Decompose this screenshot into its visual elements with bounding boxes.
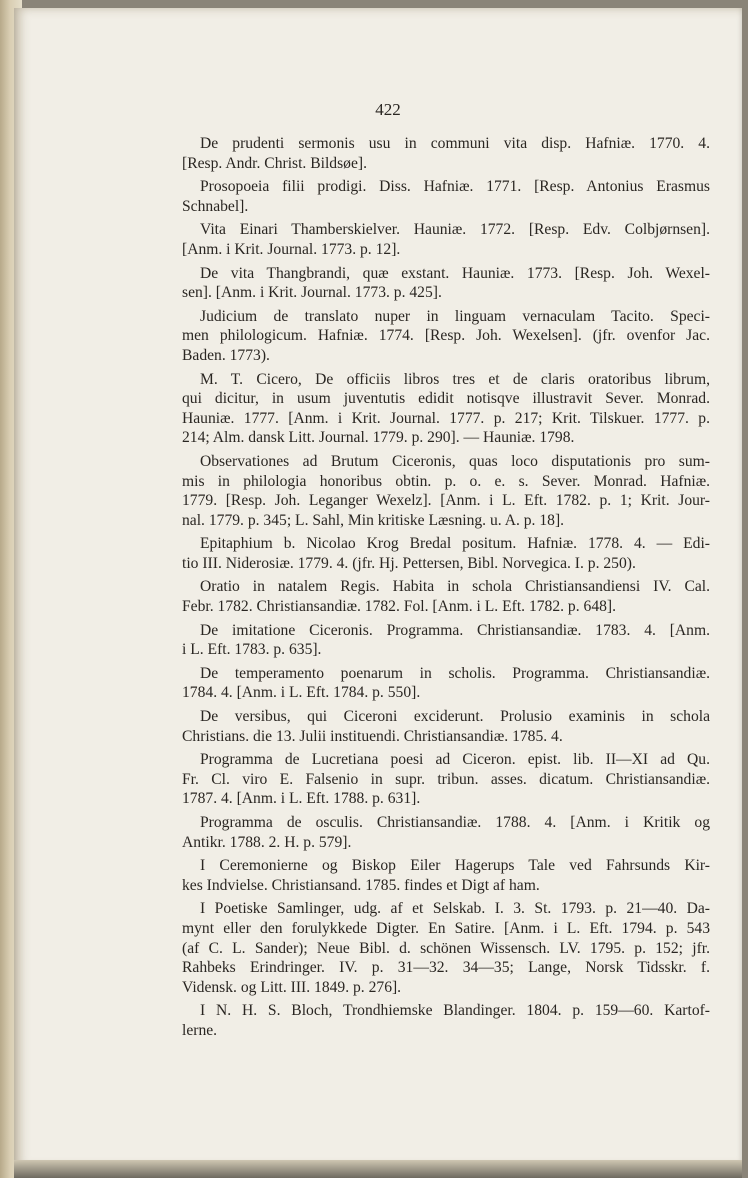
entry-line: De versibus, qui Ciceroni exciderunt. Prolusio examinis in schola — [200, 708, 710, 726]
entry-line: Baden. 1773). — [182, 346, 270, 364]
entry-line: Prosopoeia filii prodigi. Diss. Hafniæ. 1771. [Resp. Antonius Erasmus — [200, 178, 710, 196]
entry-line: De prudenti sermonis usu in communi vita disp. Hafniæ. 1770. 4. — [200, 135, 710, 152]
entry-line: tio III. Niderosiæ. 1779. 4. (jfr. Hj. Pettersen, Bibl. Norvegica. I. p. 250). — [182, 554, 636, 572]
bibliography-entry — [182, 899, 710, 997]
bibliography-entry — [182, 750, 710, 809]
entry-line: qui dicitur, in usum juventutis edidit notisqve illustravit Sever. Monrad. — [182, 390, 710, 408]
bibliography-entry — [182, 370, 710, 448]
entry-line: I Ceremonierne og Biskop Eiler Hagerups Tale ved Fahrsunds Kir- — [200, 857, 710, 875]
bibliography-entry — [182, 664, 710, 703]
bibliography-entry — [182, 621, 710, 660]
entry-line: M. T. Cicero, De officiis libros tres et de claris oratoribus librum, — [200, 370, 710, 388]
entry-line: 214; Alm. dansk Litt. Journal. 1779. p. 290]. — Hauniæ. 1798. — [182, 429, 575, 447]
bibliography-entry — [182, 264, 710, 303]
entry-line: Oratio in natalem Regis. Habita in schola Christiansandiensi IV. Cal. — [200, 578, 710, 596]
entry-line: Programma de osculis. Christiansandiæ. 1788. 4. [Anm. i Kritik og — [200, 814, 710, 831]
entry-line: mynt eller den forulykkede Digter. En Satire. [Anm. i L. Eft. 1794. p. 543 — [182, 919, 710, 937]
entry-line: Rahbeks Erindringer. IV. p. 31—32. 34—35; Lange, Norsk Tidsskr. f. — [182, 959, 710, 977]
entry-line: men philologicum. Hafniæ. 1774. [Resp. Joh. Wexelsen]. (jfr. ovenfor Jac. — [182, 327, 710, 345]
entry-line: [Resp. Andr. Christ. Bildsøe]. — [182, 154, 367, 172]
entry-line: Febr. 1782. Christiansandiæ. 1782. Fol. [Anm. i L. Eft. 1782. p. 648]. — [182, 598, 617, 616]
entry-line: sen]. [Anm. i Krit. Journal. 1773. p. 425]. — [182, 284, 442, 302]
bibliography-entry — [182, 707, 710, 746]
bibliography-entry — [182, 1001, 710, 1040]
bibliography-entry — [182, 134, 710, 173]
entry-line: Schnabel]. — [182, 197, 249, 215]
bibliography-entry — [182, 220, 710, 259]
entry-line: Antikr. 1788. 2. H. p. 579]. — [182, 833, 352, 851]
entry-line: 1784. 4. [Anm. i L. Eft. 1784. p. 550]. — [182, 684, 421, 702]
entry-line: I Poetiske Samlinger, udg. af et Selskab. I. 3. St. 1793. p. 21—40. Da- — [200, 900, 710, 918]
entry-line: Hauniæ. 1777. [Anm. i Krit. Journal. 1777. p. 217; Krit. Tilskuer. 1777. p. — [182, 409, 710, 427]
bibliography-entry — [182, 577, 710, 616]
entry-line: kes Indvielse. Christiansand. 1785. findes et Digt af ham. — [182, 876, 540, 894]
bibliography-entry — [182, 452, 710, 530]
bibliography-entry — [182, 813, 710, 852]
entry-line: Epitaphium b. Nicolao Krog Bredal positum. Hafniæ. 1778. 4. — Edi- — [200, 535, 710, 553]
entry-line: De temperamento poenarum in scholis. Programma. Christiansandiæ. — [200, 664, 710, 682]
entry-line: lerne. — [182, 1021, 218, 1039]
entry-line: (af C. L. Sander); Neue Bibl. d. schönen Wissensch. LV. 1795. p. 152; jfr. — [182, 939, 710, 957]
entry-line: De imitatione Ciceronis. Programma. Christiansandiæ. 1783. 4. [Anm. — [200, 621, 710, 639]
entry-line: Christians. die 13. Julii instituendi. Christiansandiæ. 1785. 4. — [182, 727, 563, 745]
bibliography-entry — [182, 177, 710, 216]
bibliography-entry — [182, 534, 710, 573]
entry-line: 1779. [Resp. Joh. Leganger Wexelz]. [Anm. i L. Eft. 1782. p. 1; Krit. Jour- — [182, 492, 710, 510]
entry-line: 1787. 4. [Anm. i L. Eft. 1788. p. 631]. — [182, 790, 421, 808]
bibliography-list — [182, 134, 710, 1045]
entry-line: [Anm. i Krit. Journal. 1773. p. 12]. — [182, 240, 401, 258]
page-bottom-edge — [14, 1160, 742, 1178]
entry-line: Observationes ad Brutum Ciceronis, quas loco disputationis pro sum- — [200, 452, 710, 470]
entry-line: De vita Thangbrandi, quæ exstant. Hauniæ. 1773. [Resp. Joh. Wexel- — [200, 264, 710, 282]
bibliography-entry — [182, 307, 710, 366]
bibliography-entry — [182, 856, 710, 895]
entry-line: Fr. Cl. viro E. Falsenio in supr. tribun. asses. dicatum. Christiansandiæ. — [182, 770, 710, 788]
entry-line: I N. H. S. Bloch, Trondhiemske Blandinger. 1804. p. 159—60. Kartof- — [200, 1002, 710, 1020]
entry-line: Vidensk. og Litt. III. 1849. p. 276]. — [182, 978, 402, 996]
entry-line: i L. Eft. 1783. p. 635]. — [182, 641, 322, 659]
page-number: 422 — [375, 100, 401, 119]
entry-line: Programma de Lucretiana poesi ad Ciceron. epist. lib. II—XI ad Qu. — [200, 751, 710, 769]
entry-line: mis in philologia honoribus obtin. p. o. e. s. Sever. Monrad. Hafniæ. — [182, 472, 710, 490]
entry-line: Judicium de translato nuper in linguam vernaculam Tacito. Speci- — [200, 307, 710, 325]
entry-line: Vita Einari Thamberskielver. Hauniæ. 1772. [Resp. Edv. Colbjørnsen]. — [200, 221, 710, 239]
entry-line: nal. 1779. p. 345; L. Sahl, Min kritiske Læsning. u. A. p. 18]. — [182, 511, 565, 529]
